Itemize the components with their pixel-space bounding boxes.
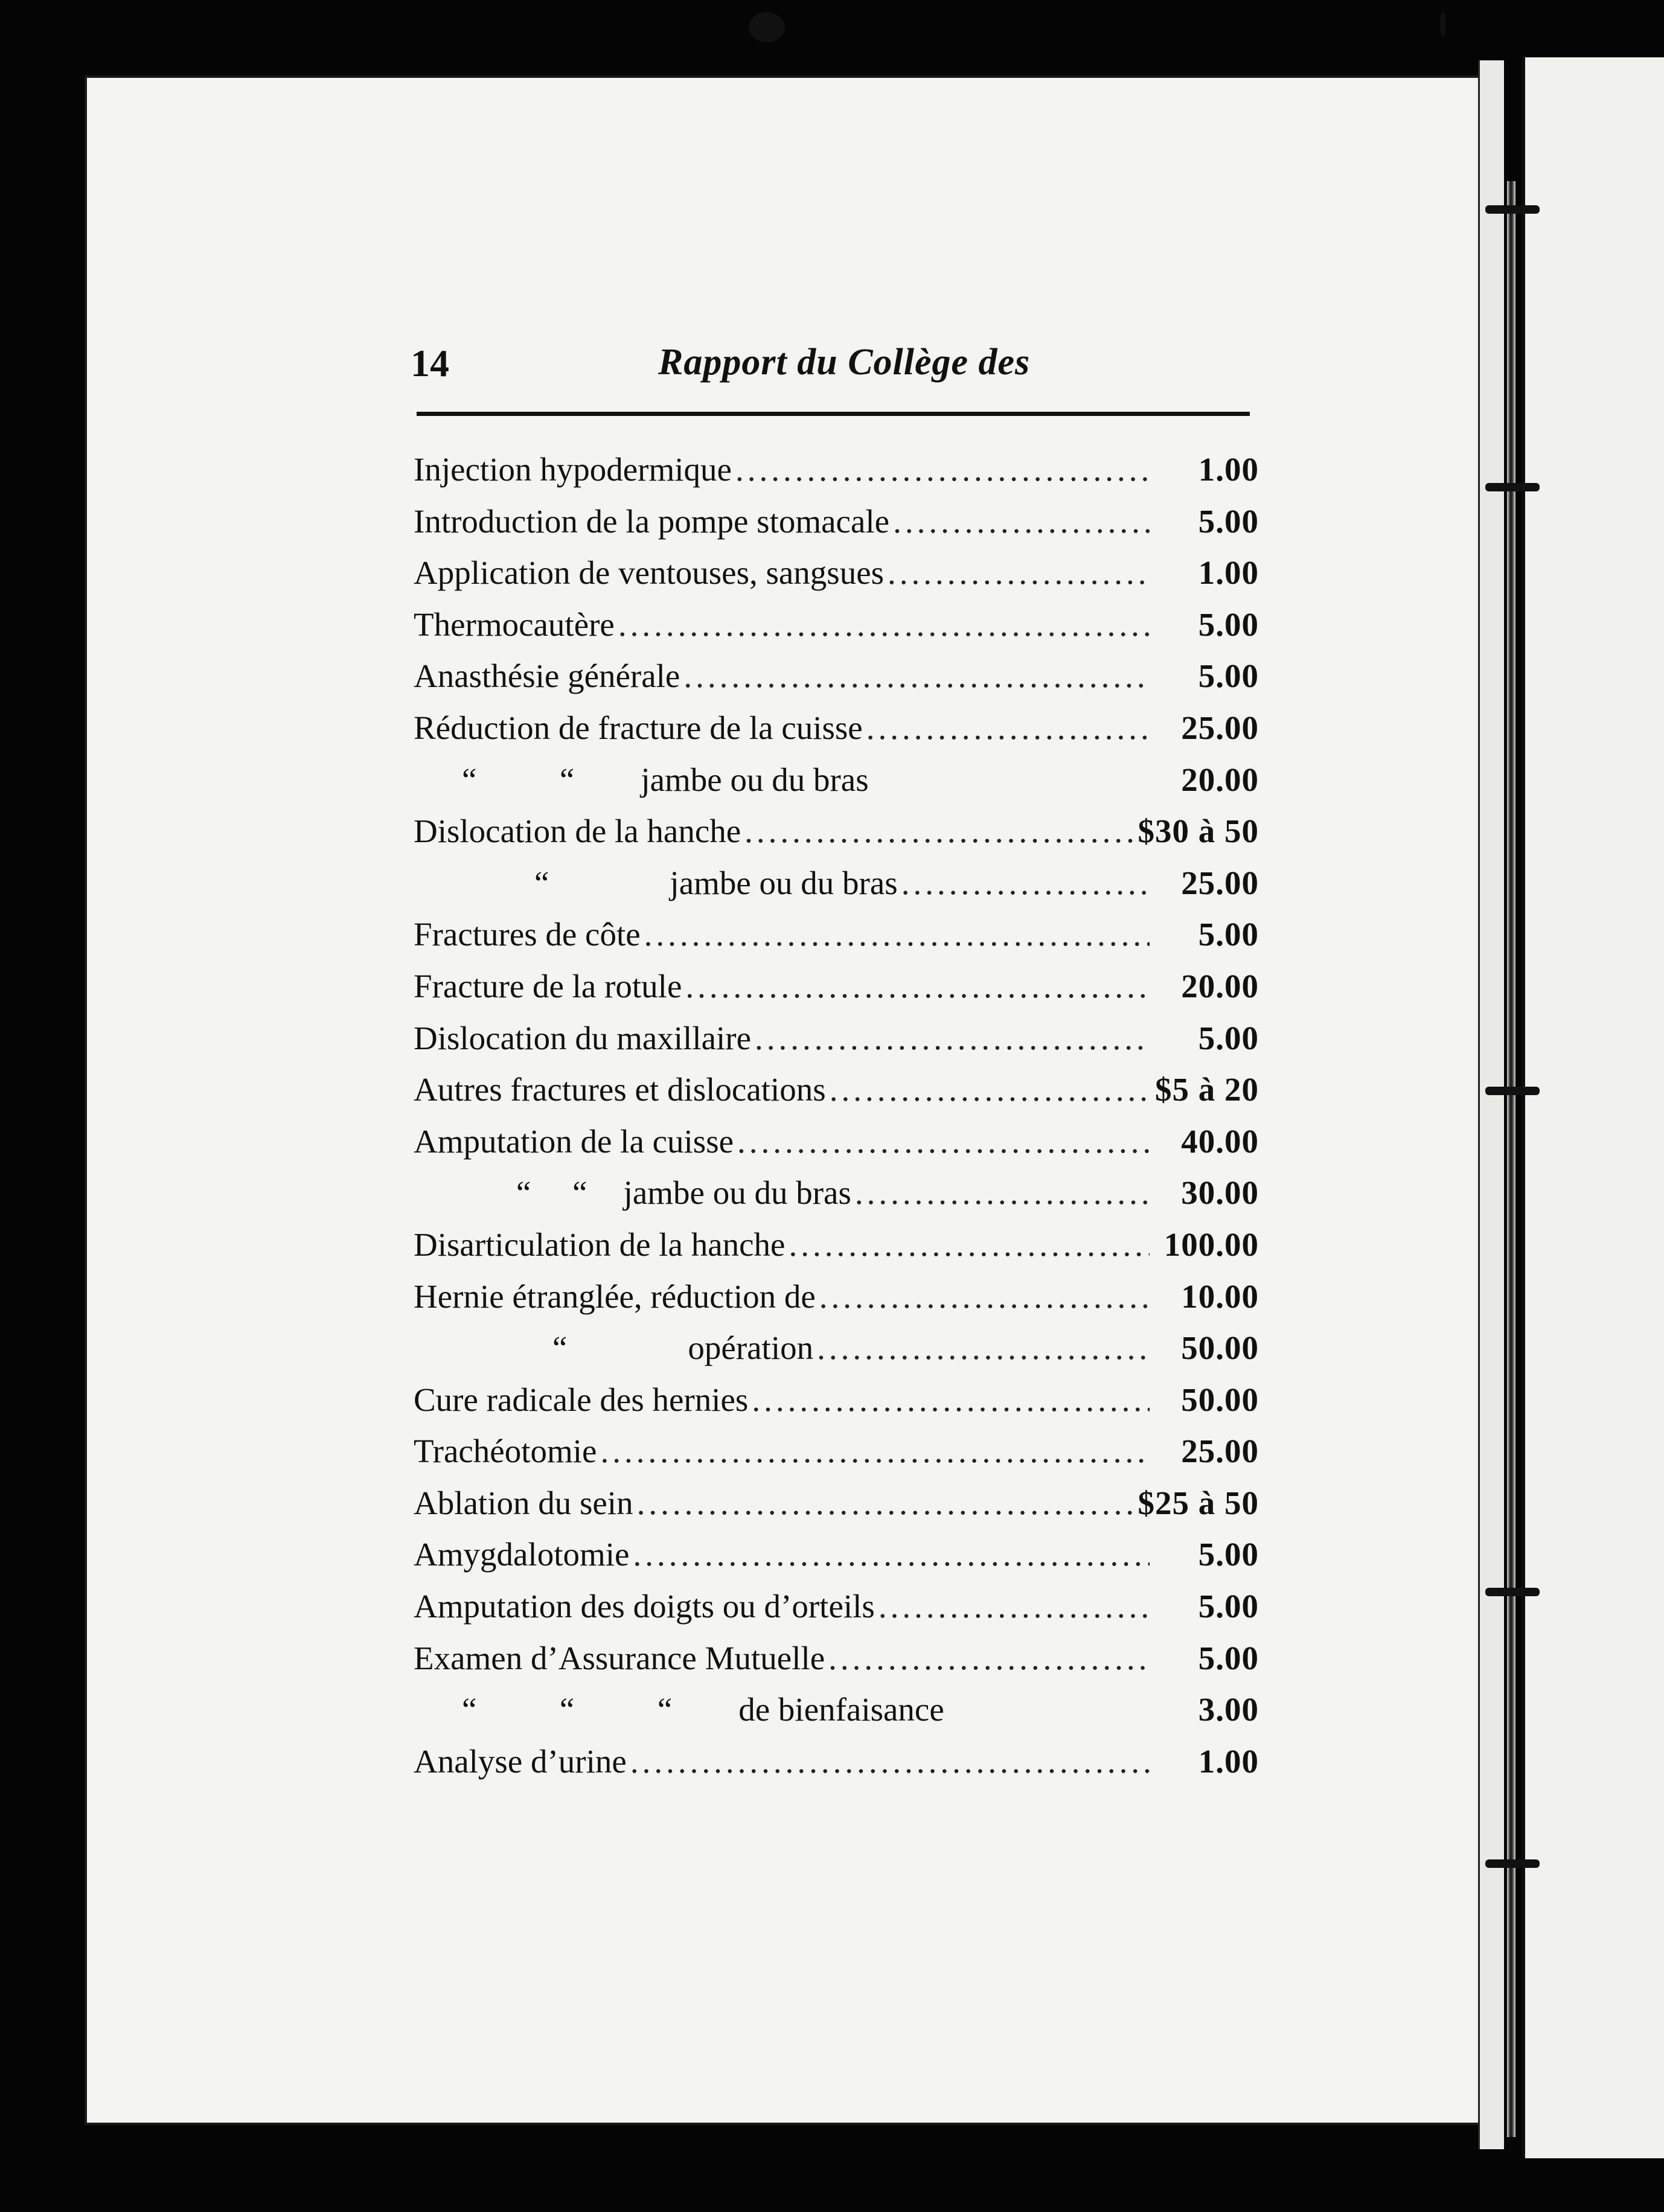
- dot-leader: [888, 547, 1150, 599]
- dot-leader: [878, 1581, 1150, 1632]
- fee-row: [414, 1271, 1259, 1323]
- dot-leader: [828, 1632, 1150, 1684]
- dot-leader: [819, 1271, 1150, 1323]
- dot-leader: [637, 1477, 1134, 1529]
- dot-leader: [893, 496, 1150, 548]
- ditto-mark: “ “ “: [462, 1691, 673, 1728]
- ditto-mark: “: [552, 1329, 568, 1367]
- fee-row: [414, 444, 1259, 496]
- fee-price: 20.00: [1181, 761, 1259, 798]
- dot-leader: [901, 857, 1150, 909]
- fee-price: 5.00: [1198, 657, 1259, 695]
- fee-price: 50.00: [1181, 1381, 1259, 1418]
- dot-leader: [855, 1167, 1150, 1219]
- fee-row: [414, 1632, 1259, 1684]
- fee-price: $30 à 50: [1138, 813, 1259, 850]
- fee-price: $25 à 50: [1138, 1484, 1259, 1521]
- fee-price: 25.00: [1181, 709, 1259, 746]
- binding-stitch: [1485, 483, 1540, 491]
- fee-price: 10.00: [1181, 1277, 1259, 1315]
- dot-leader: [755, 1012, 1150, 1064]
- fee-label: jambe ou du bras: [623, 1174, 851, 1212]
- dot-leader: [735, 444, 1150, 496]
- fee-row: [414, 805, 1259, 857]
- scan-blemish: [749, 12, 785, 42]
- fee-row: [414, 1064, 1259, 1116]
- binding-gutter: [1507, 181, 1515, 2137]
- fee-label: Injection hypodermique: [414, 451, 732, 488]
- fee-label: Ablation du sein: [414, 1484, 633, 1521]
- dot-leader: [618, 599, 1150, 651]
- binding-stitch: [1485, 1087, 1540, 1095]
- fee-price: 20.00: [1181, 967, 1259, 1005]
- fee-label: Disarticulation de la hanche: [414, 1226, 786, 1263]
- dot-leader: [644, 909, 1150, 961]
- fee-row: [414, 1374, 1259, 1426]
- fee-row: [414, 1529, 1259, 1581]
- fee-row: [414, 961, 1259, 1012]
- fee-row: [414, 1736, 1259, 1788]
- fee-label: Réduction de fracture de la cuisse: [414, 709, 863, 746]
- fee-price: $5 à 20: [1155, 1071, 1259, 1108]
- fee-row: [414, 599, 1259, 651]
- fee-row: [414, 1425, 1259, 1477]
- dot-leader: [633, 1529, 1150, 1581]
- fee-label: Cure radicale des hernies: [414, 1381, 749, 1418]
- fee-row: [414, 1167, 1259, 1219]
- fee-price: 40.00: [1181, 1122, 1259, 1160]
- fee-row: [414, 1116, 1259, 1168]
- fee-row: [414, 547, 1259, 599]
- fee-label: Autres fractures et dislocations: [414, 1071, 826, 1108]
- fee-row: [414, 702, 1259, 754]
- fee-price: 1.00: [1198, 554, 1259, 592]
- fee-row: [414, 1219, 1259, 1271]
- fee-label: Introduction de la pompe stomacale: [414, 502, 890, 540]
- fee-label: Amygdalotomie: [414, 1536, 630, 1573]
- fee-label: Thermocautère: [414, 606, 615, 643]
- binding-stitch: [1485, 205, 1540, 214]
- dot-leader: [600, 1425, 1150, 1477]
- dot-leader: [683, 650, 1150, 702]
- fee-row: [414, 496, 1259, 548]
- fee-label: Fractures de côte: [414, 916, 641, 953]
- fee-label: Anasthésie générale: [414, 657, 680, 695]
- page-header: [411, 341, 1256, 395]
- fee-row: [414, 754, 1259, 806]
- fee-price: 1.00: [1198, 451, 1259, 488]
- dot-leader: [830, 1064, 1150, 1116]
- fee-label: opération: [688, 1329, 814, 1367]
- ditto-mark: “ “: [462, 761, 575, 798]
- fee-row: [414, 857, 1259, 909]
- fee-label: jambe ou du bras: [641, 761, 869, 798]
- fee-schedule-list: [414, 444, 1259, 1787]
- fee-price: 5.00: [1198, 1536, 1259, 1573]
- fee-price: 25.00: [1181, 1433, 1259, 1470]
- fee-label: Trachéotomie: [414, 1433, 597, 1470]
- fee-label: Dislocation du maxillaire: [414, 1019, 752, 1056]
- fee-price: 1.00: [1198, 1742, 1259, 1780]
- binding-stitch: [1485, 1859, 1540, 1868]
- fee-label: Dislocation de la hanche: [414, 813, 741, 850]
- dot-leader: [789, 1219, 1150, 1271]
- ditto-mark: “: [534, 864, 549, 901]
- scan-blemish: [1440, 12, 1446, 36]
- fee-row: [414, 1322, 1259, 1374]
- fee-label: Hernie étranglée, réduction de: [414, 1277, 816, 1315]
- fee-price: 5.00: [1198, 502, 1259, 540]
- dot-leader: [630, 1736, 1150, 1788]
- dot-leader: [744, 805, 1134, 857]
- page-number: 14: [411, 342, 449, 385]
- dot-leader: [737, 1116, 1150, 1168]
- binding-stitch: [1485, 1588, 1540, 1596]
- header-rule: [417, 412, 1250, 416]
- fee-row: [414, 1012, 1259, 1064]
- fee-label: Application de ventouses, sangsues: [414, 554, 885, 592]
- dot-leader: [752, 1374, 1150, 1426]
- ditto-mark: “ “: [516, 1174, 587, 1212]
- fee-price: 5.00: [1198, 1588, 1259, 1625]
- fee-price: 30.00: [1181, 1174, 1259, 1212]
- fee-price: 100.00: [1163, 1226, 1259, 1263]
- dot-leader: [817, 1322, 1150, 1374]
- page-edge: [1478, 60, 1504, 2149]
- fee-price: 5.00: [1198, 606, 1259, 643]
- fee-price: 5.00: [1198, 1639, 1259, 1677]
- fee-label: Amputation de la cuisse: [414, 1122, 734, 1160]
- fee-row: [414, 650, 1259, 702]
- dot-leader: [866, 702, 1150, 754]
- fee-row: [414, 1684, 1259, 1736]
- fee-price: 5.00: [1198, 1019, 1259, 1056]
- fee-label: Analyse d’urine: [414, 1742, 627, 1780]
- fee-row: [414, 1477, 1259, 1529]
- fee-label: de bienfaisance: [738, 1691, 944, 1728]
- fee-row: [414, 1581, 1259, 1632]
- fee-price: 3.00: [1198, 1691, 1259, 1728]
- fee-label: Fracture de la rotule: [414, 967, 682, 1005]
- fee-label: jambe ou du bras: [670, 864, 898, 901]
- fee-price: 50.00: [1181, 1329, 1259, 1367]
- fee-label: Amputation des doigts ou d’orteils: [414, 1588, 875, 1625]
- adjacent-page: [1522, 57, 1664, 2158]
- fee-row: [414, 909, 1259, 961]
- fee-price: 25.00: [1181, 864, 1259, 901]
- fee-price: 5.00: [1198, 916, 1259, 953]
- fee-label: Examen d’Assurance Mutuelle: [414, 1639, 825, 1677]
- running-head: Rapport du Collège des: [658, 342, 1031, 383]
- dot-leader: [685, 961, 1150, 1012]
